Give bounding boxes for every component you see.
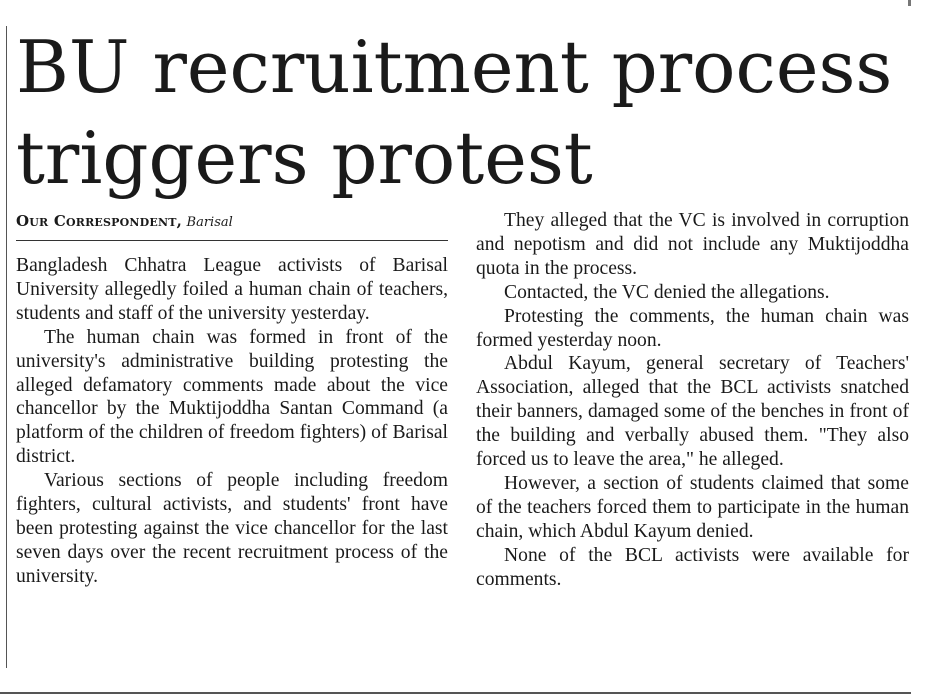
headline	[16, 22, 916, 204]
article-paragraph: Bangladesh Chhatra League activists of Barisal University allegedly foiled a human chain of teachers, students and staff of the university yesterday.	[16, 255, 448, 324]
article-paragraph: Abdul Kayum, general secretary of Teachers' Association, alleged that the BCL activists snatched their banners, damaged some of the benches in front of the building and verbally abused them. "They also forced us to leave the area," he alleged.	[476, 353, 909, 471]
headline-line-1: BU recruitment process	[16, 25, 893, 109]
headline-line-2: triggers protest	[16, 116, 593, 200]
article-paragraph: However, a section of students claimed that some of the teachers forced them to participate in the human chain, which Abdul Kayum denied.	[476, 472, 909, 542]
article-column-left	[16, 254, 448, 589]
byline	[16, 211, 448, 233]
top-edge-mark	[908, 0, 911, 6]
article-paragraph: Contacted, the VC denied the allegations.	[504, 281, 830, 303]
article-paragraph: They alleged that the VC is involved in corruption and nepotism and did not include any Muktijoddha quota in the process.	[476, 210, 909, 279]
column-rule-left	[6, 26, 7, 668]
article-paragraph: Various sections of people including freedom fighters, cultural activists, and students' front have been protesting against the vice chancellor for the last seven days over the recent recruitment process of the university.	[16, 470, 448, 587]
byline-location: Barisal	[186, 215, 233, 230]
article-paragraph: Protesting the comments, the human chain was formed yesterday noon.	[476, 305, 909, 351]
byline-divider	[16, 240, 448, 241]
byline-author: Our Correspondent,	[16, 212, 183, 230]
bottom-rule	[0, 692, 911, 694]
article-column-right	[476, 209, 909, 592]
article-paragraph: The human chain was formed in front of the university's administrative building protesting the alleged defamatory comments made about the vice chancellor by the Muktijoddha Santan Command (a platform of the children of freedom fighters) of Barisal district.	[16, 326, 448, 468]
article-paragraph: None of the BCL activists were available for comments.	[476, 544, 909, 590]
